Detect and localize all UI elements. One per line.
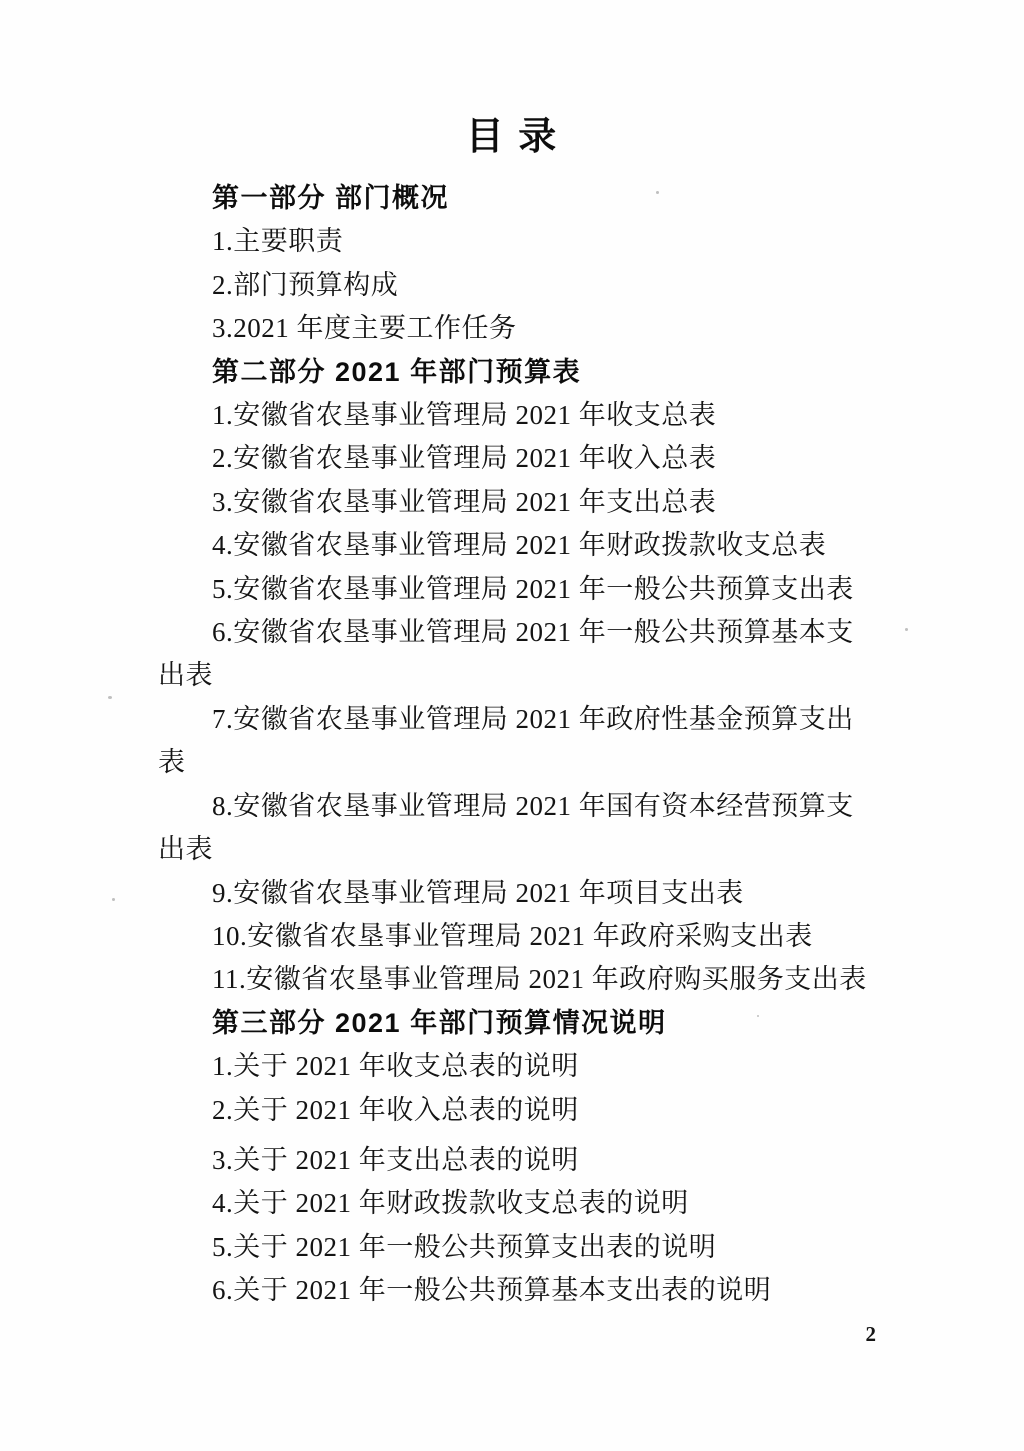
scan-speck [905, 628, 908, 631]
toc-item [158, 915, 964, 958]
toc-line: 2.部门预算构成 [212, 269, 399, 300]
scan-speck [108, 696, 112, 699]
toc-line: 2.关于 2021 年收入总表的说明 [212, 1094, 579, 1125]
toc-line: 1.主要职责 [212, 226, 344, 257]
toc-item [158, 785, 964, 872]
toc-line: 2.安徽省农垦事业管理局 2021 年收入总表 [212, 443, 717, 474]
toc-line: 第一部分 部门概况 [212, 183, 450, 213]
toc-item [158, 437, 964, 480]
table-of-contents [0, 177, 1024, 1313]
toc-item [158, 611, 964, 698]
toc-section-heading [158, 1002, 964, 1045]
toc-item [158, 1139, 964, 1182]
toc-item [158, 1226, 964, 1269]
toc-line: 第三部分 2021 年部门预算情况说明 [212, 1007, 667, 1038]
toc-section-heading [158, 177, 964, 220]
toc-item [158, 394, 964, 437]
toc-item [158, 568, 964, 611]
toc-line: 4.安徽省农垦事业管理局 2021 年财政拨款收支总表 [212, 530, 827, 561]
toc-line: 1.关于 2021 年收支总表的说明 [212, 1051, 579, 1082]
toc-line: 1.安徽省农垦事业管理局 2021 年收支总表 [212, 400, 717, 431]
toc-item [158, 524, 964, 567]
scan-speck [112, 898, 115, 901]
toc-line: 4.关于 2021 年财政拨款收支总表的说明 [212, 1188, 689, 1219]
toc-item [158, 698, 964, 785]
toc-line: 3.安徽省农垦事业管理局 2021 年支出总表 [212, 486, 717, 517]
toc-line: 8.安徽省农垦事业管理局 2021 年国有资本经营预算支 [212, 790, 854, 821]
toc-item [158, 1045, 964, 1088]
toc-line: 5.安徽省农垦事业管理局 2021 年一般公共预算支出表 [212, 573, 854, 604]
toc-line: 3.关于 2021 年支出总表的说明 [212, 1144, 579, 1175]
toc-item [158, 1089, 964, 1132]
toc-line: 5.关于 2021 年一般公共预算支出表的说明 [212, 1231, 717, 1262]
toc-item [158, 220, 964, 263]
toc-section-heading [158, 351, 964, 394]
toc-item [158, 1269, 964, 1312]
toc-line: 6.安徽省农垦事业管理局 2021 年一般公共预算基本支 [212, 617, 854, 648]
toc-item [158, 1182, 964, 1225]
page-title: 目 录 [465, 116, 559, 158]
toc-item [158, 872, 964, 915]
toc-item [158, 264, 964, 307]
toc-line: 6.关于 2021 年一般公共预算基本支出表的说明 [212, 1275, 772, 1306]
toc-line: 10.安徽省农垦事业管理局 2021 年政府采购支出表 [212, 920, 813, 951]
toc-item [158, 958, 964, 1001]
toc-line: 11.安徽省农垦事业管理局 2021 年政府购买服务支出表 [212, 964, 867, 995]
toc-line: 第二部分 2021 年部门预算表 [212, 356, 582, 387]
toc-item [158, 307, 964, 350]
page-number: 2 [865, 1322, 876, 1346]
toc-line: 出表 [158, 660, 213, 691]
toc-line: 3.2021 年度主要工作任务 [212, 313, 517, 344]
scan-speck [757, 1015, 759, 1017]
toc-line: 出表 [158, 834, 213, 865]
scan-speck [656, 191, 659, 194]
toc-line: 7.安徽省农垦事业管理局 2021 年政府性基金预算支出 [212, 703, 854, 734]
toc-line: 9.安徽省农垦事业管理局 2021 年项目支出表 [212, 877, 744, 908]
toc-item [158, 481, 964, 524]
toc-line: 表 [158, 747, 186, 778]
